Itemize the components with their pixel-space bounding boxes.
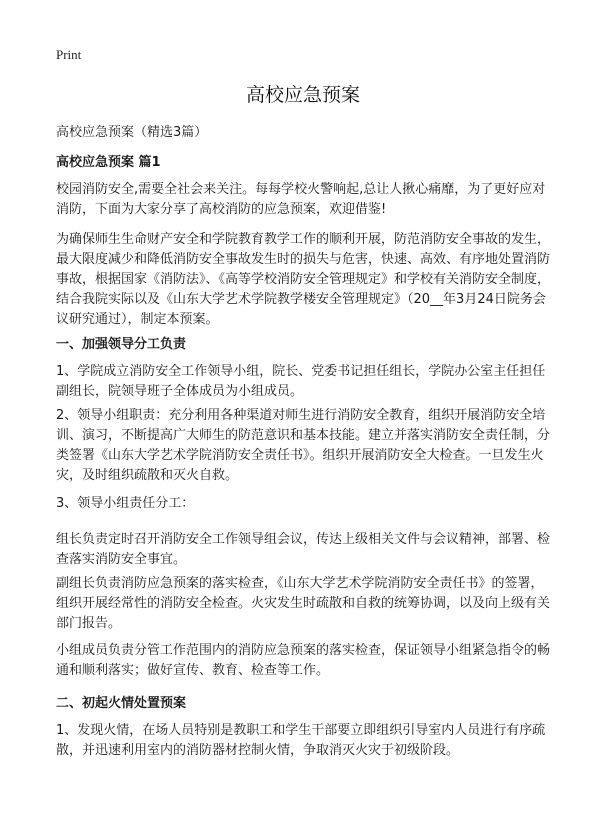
page-title: 高校应急预案 xyxy=(245,84,360,106)
section1-item-1: 1、学院成立消防安全工作领导小组，院长、党委书记担任组长，学院办公室主任担任副组长，院领导班子全体成员为小组成员。 xyxy=(56,364,546,399)
section1-item-6: 小组成员负责分管工作范围内的消防应急预案的落实检查，保证领导小组紧急指令的畅通和顺利落实；做好宣传、教育、检查等工作。 xyxy=(56,643,551,678)
section1-item-2: 2、领导小组职责：充分利用各种渠道对师生进行消防安全教育，组织开展消防安全培训、演习，不断提高广大师生的防范意识和基本技能。建立并落实消防安全责任制，分类签署《山东大学艺术学院消防安全责任书》。组织开展消防安全大检查。一旦发生火灾，及时组织疏散和灭火自救。 xyxy=(56,408,551,483)
intro-paragraph: 校园消防安全,需要全社会来关注。每每学校火警响起,总让人揪心痛靡，为了更好应对消防，下面为大家分享了高校消防的应急预案，欢迎借鉴! xyxy=(56,182,546,217)
section-heading-2: 二、初起火情处置预案 xyxy=(56,696,187,711)
print-link[interactable]: Print xyxy=(56,47,82,62)
purpose-paragraph: 为确保师生生命财产安全和学院教育教学工作的顺利开展，防范消防安全事故的发生，最大限度减少和降低消防安全事故发生时的损失与危害，快速、高效、有序地处置消防事故，根据国家《消防法》、《高等学校消防安全管理规定》和学校有关消防安全制度，结合我院实际以及《山东大学艺术学院教学楼安全管理规定》（20__年3月24日院务会议研究通过），制定本预案。 xyxy=(56,232,551,327)
section2-item-1: 1、发现火情，在场人员特别是教职工和学生干部要立即组织引导室内人员进行有序疏散，并迅速利用室内的消防器材控制火情，争取消灭火灾于初级阶段。 xyxy=(56,723,546,758)
article-heading: 高校应急预案 篇1 xyxy=(56,155,161,170)
document-subtitle: 高校应急预案（精选3篇） xyxy=(56,125,208,140)
section-heading-1: 一、加强领导分工负责 xyxy=(56,337,187,352)
section1-item-3: 3、领导小组责任分工： xyxy=(56,496,195,511)
section1-item-5: 副组长负责消防应急预案的落实检查，《山东大学艺术学院消防安全责任书》的签署，组织开展经常性的消防安全检查。火灾发生时疏散和自救的统筹协调，以及向上级有关部门报告。 xyxy=(56,576,551,631)
section1-item-4: 组长负责定时召开消防安全工作领导组会议，传达上级相关文件与会议精神，部署、检查落实消防安全事宜。 xyxy=(56,532,551,567)
